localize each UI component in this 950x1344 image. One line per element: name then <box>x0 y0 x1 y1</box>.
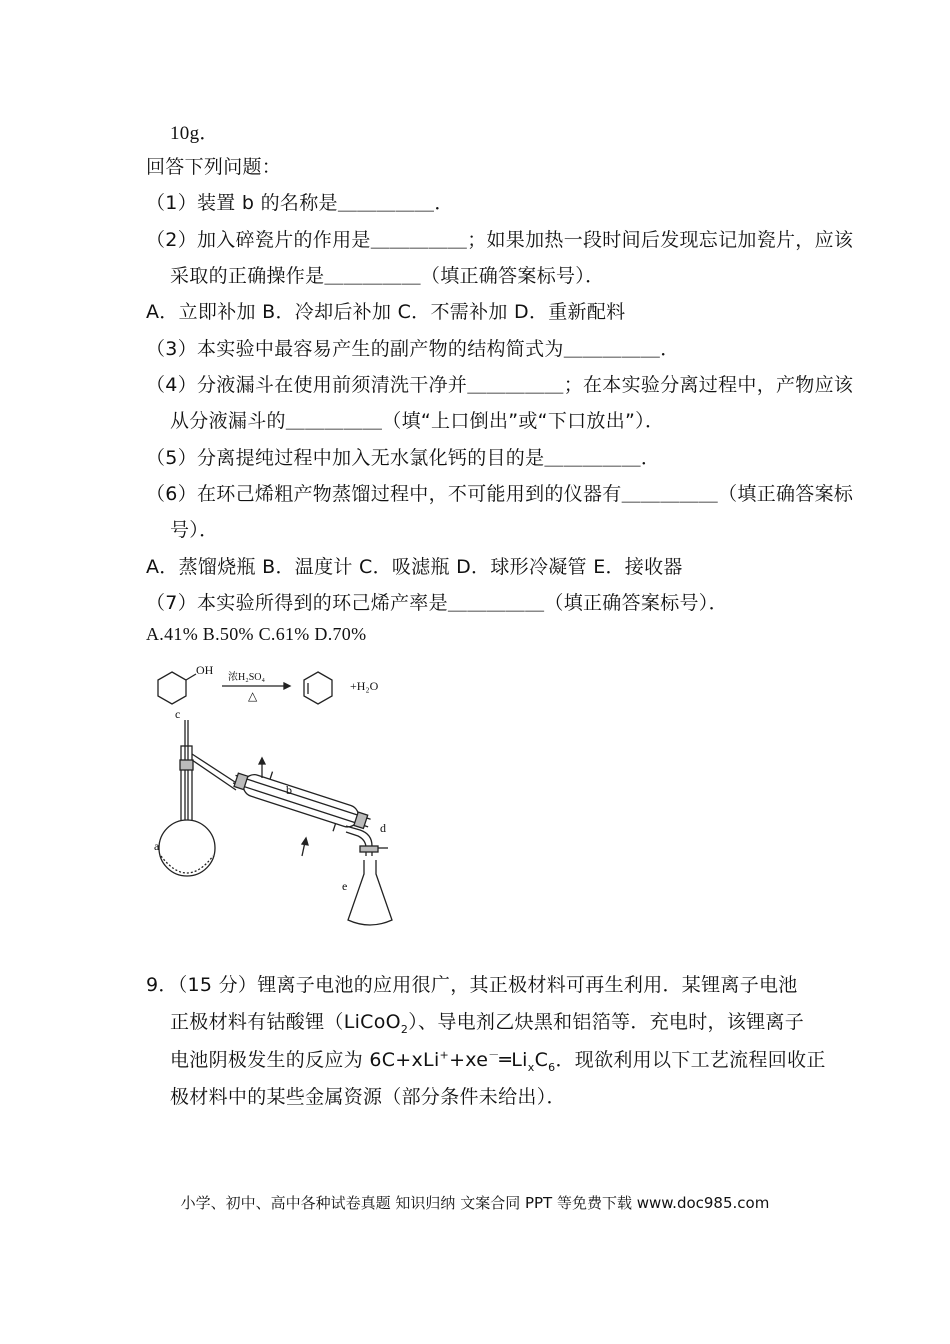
question-7-options: A.41% B.50% C.61% D.70% <box>146 624 367 644</box>
round-bottom-flask <box>159 820 215 876</box>
question-1: （1）装置 b 的名称是＿＿＿＿＿． <box>146 192 454 214</box>
condenser <box>228 761 375 841</box>
oh-label: OH <box>196 663 214 677</box>
question-2-options: A．立即补加 B．冷却后补加 C．不需补加 D．重新配料 <box>146 301 626 323</box>
label-a: a <box>154 839 160 853</box>
label-b: b <box>286 783 292 797</box>
question-9-line-2: 正极材料有钴酸锂（LiCoO$_2$）、导电剂乙炔黑和铝箔等．充电时，该锂离子 <box>170 1011 805 1036</box>
question-5: （5）分离提纯过程中加入无水氯化钙的目的是＿＿＿＿＿． <box>146 447 661 469</box>
condition-label: △ <box>248 689 258 703</box>
conical-flask <box>348 860 392 925</box>
question-6-line-1: （6）在环己烯粗产物蒸馏过程中，不可能用到的仪器有＿＿＿＿＿（填正确答案标 <box>146 483 854 505</box>
page-footer: 小学、初中、高中各种试卷真题 知识归纳 文案合同 PPT 等免费下载 www.doc985.com <box>180 1194 770 1212</box>
label-d: d <box>380 821 386 835</box>
label-c: c <box>175 707 181 721</box>
question-7: （7）本实验所得到的环己烯产率是＿＿＿＿＿（填正确答案标号）． <box>146 592 728 614</box>
reagent-label: 浓H₂SO₄ <box>228 672 265 683</box>
question-2-line-1: （2）加入碎瓷片的作用是＿＿＿＿＿；如果加热一段时间后发现忘记加瓷片，应该 <box>146 229 854 251</box>
prompt-text: 回答下列问题： <box>146 156 282 178</box>
question-4-line-2: 从分液漏斗的＿＿＿＿＿（填“上口倒出”或“下口放出”）． <box>170 410 665 432</box>
question-9-line-3: 电池阴极发生的反应为 $6C+xLi^++xe^-═Li_xC_6$．现欲利用以下工艺流程回收正 <box>170 1048 826 1074</box>
label-e: e <box>342 879 348 893</box>
question-6-options: A．蒸馏烧瓶 B．温度计 C．吸滤瓶 D．球形冷凝管 E．接收器 <box>146 556 683 578</box>
question-9-line-1: 9．（15 分）锂离子电池的应用很广，其正极材料可再生利用．某锂离子电池 <box>146 974 798 996</box>
question-4-line-1: （4）分液漏斗在使用前须清洗干净并＿＿＿＿＿；在本实验分离过程中，产物应该 <box>146 374 854 396</box>
question-3: （3）本实验中最容易产生的副产物的结构简式为＿＿＿＿＿． <box>146 338 680 360</box>
water-label: +H₂O <box>350 679 379 693</box>
question-9-line-4: 极材料中的某些金属资源（部分条件未给出）． <box>170 1086 566 1108</box>
question-6-line-2: 号）． <box>170 519 219 541</box>
cyclohexanol-ring <box>158 672 186 704</box>
question-2-line-2: 采取的正确操作是＿＿＿＿＿（填正确答案标号）． <box>170 265 605 287</box>
apparatus-figure <box>150 660 410 940</box>
continuation-text: 10g． <box>170 123 219 144</box>
